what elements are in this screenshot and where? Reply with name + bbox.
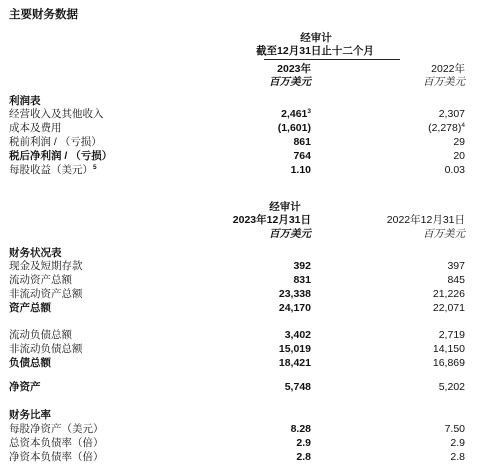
income-label-costs: 成本及费用 — [9, 122, 62, 134]
balance-2022-cash: 397 — [447, 260, 465, 272]
unit-2022-header-2: 百万美元 — [423, 228, 465, 240]
balance-2022-total-liabilities: 16,869 — [432, 357, 465, 369]
income-label-pretax: 税前利润 / （亏损） — [9, 136, 102, 148]
income-2023-net: 764 — [293, 150, 311, 162]
income-2023-revenue: 2,461$^3$ — [281, 108, 311, 120]
balance-2022-current-liabilities: 2,719 — [438, 329, 465, 341]
balance-label-cash: 现金及短期存款 — [9, 260, 83, 272]
income-2023-eps: 1.10 — [290, 164, 311, 176]
income-2022-costs: $(2,278)^4$ — [428, 122, 465, 134]
ratios-2023-net-gearing: 2.8 — [296, 451, 311, 463]
balance-label-noncurrent-assets: 非流动资产总额 — [9, 288, 83, 300]
income-2022-eps: 0.03 — [444, 164, 465, 176]
balance-2023-total-assets: 24,170 — [278, 302, 311, 314]
income-2023-costs: (1,601) — [277, 122, 311, 134]
balance-2022-noncurrent-assets: 21,226 — [432, 288, 465, 300]
balance-2022-total-assets: 22,071 — [432, 302, 465, 314]
year-2023-header: 2023年 — [277, 63, 311, 75]
balance-2023-cash: 392 — [293, 260, 311, 272]
ratios-section-title: 财务比率 — [9, 409, 51, 421]
balance-label-current-liabilities: 流动负债总额 — [9, 329, 72, 341]
income-2023-pretax: 861 — [293, 136, 311, 148]
ratios-2022-net-gearing: 2.8 — [450, 451, 465, 463]
income-label-net: 税后净利润 / （亏损） — [9, 150, 113, 162]
period-label: 截至12月31日止十二个月 — [256, 45, 374, 57]
ratios-2023-nav-per-share: 8.28 — [290, 423, 311, 435]
page-title: 主要财务数据 — [9, 9, 78, 21]
income-2022-revenue: 2,307 — [438, 108, 465, 120]
balance-label-current-assets: 流动资产总额 — [9, 274, 72, 286]
balance-2022-noncurrent-liabilities: 14,150 — [432, 343, 465, 355]
balance-label-total-liabilities: 负债总额 — [9, 357, 51, 369]
balance-label-noncurrent-liabilities: 非流动负债总额 — [9, 343, 83, 355]
balance-label-net-assets: 净资产 — [9, 381, 41, 393]
ratios-2022-gross-gearing: 2.9 — [450, 437, 465, 449]
balance-2023-total-liabilities: 18,421 — [278, 357, 311, 369]
balance-2023-net-assets: 5,748 — [284, 381, 311, 393]
unit-2023-header: 百万美元 — [269, 76, 311, 88]
balance-2022-net-assets: 5,202 — [438, 381, 465, 393]
balance-2023-current-liabilities: 3,402 — [284, 329, 311, 341]
ratios-label-nav-per-share: 每股净资产（美元） — [9, 423, 104, 435]
year-2022-header: 2022年 — [431, 63, 465, 75]
income-2022-pretax: 29 — [453, 136, 465, 148]
income-section-title: 利润表 — [9, 95, 41, 107]
unit-2023-header-2: 百万美元 — [269, 228, 311, 240]
income-label-revenue: 经营收入及其他收入 — [9, 108, 104, 120]
ratios-2023-gross-gearing: 2.9 — [296, 437, 311, 449]
balance-label-total-assets: 资产总额 — [9, 302, 51, 314]
balance-section-title: 财务状况表 — [9, 247, 62, 259]
income-label-eps: 每股收益（美元）$^5$ — [9, 164, 97, 176]
balance-2022-current-assets: 845 — [447, 274, 465, 286]
ratios-label-gross-gearing: 总资本负债率（倍） — [9, 437, 104, 449]
date-2023-header: 2023年12月31日 — [232, 214, 311, 226]
balance-2023-noncurrent-liabilities: 15,019 — [278, 343, 311, 355]
ratios-label-net-gearing: 净资本负债率（倍） — [9, 451, 104, 463]
income-2022-net: 20 — [453, 150, 465, 162]
balance-2023-current-assets: 831 — [293, 274, 311, 286]
unit-2022-header: 百万美元 — [423, 76, 465, 88]
balance-2023-noncurrent-assets: 23,338 — [278, 288, 311, 300]
audited-label: 经审计 — [300, 32, 332, 44]
date-2022-header: 2022年12月31日 — [386, 214, 465, 226]
audited-label-2: 经审计 — [269, 201, 301, 213]
ratios-2022-nav-per-share: 7.50 — [444, 423, 465, 435]
header-divider — [264, 59, 400, 60]
